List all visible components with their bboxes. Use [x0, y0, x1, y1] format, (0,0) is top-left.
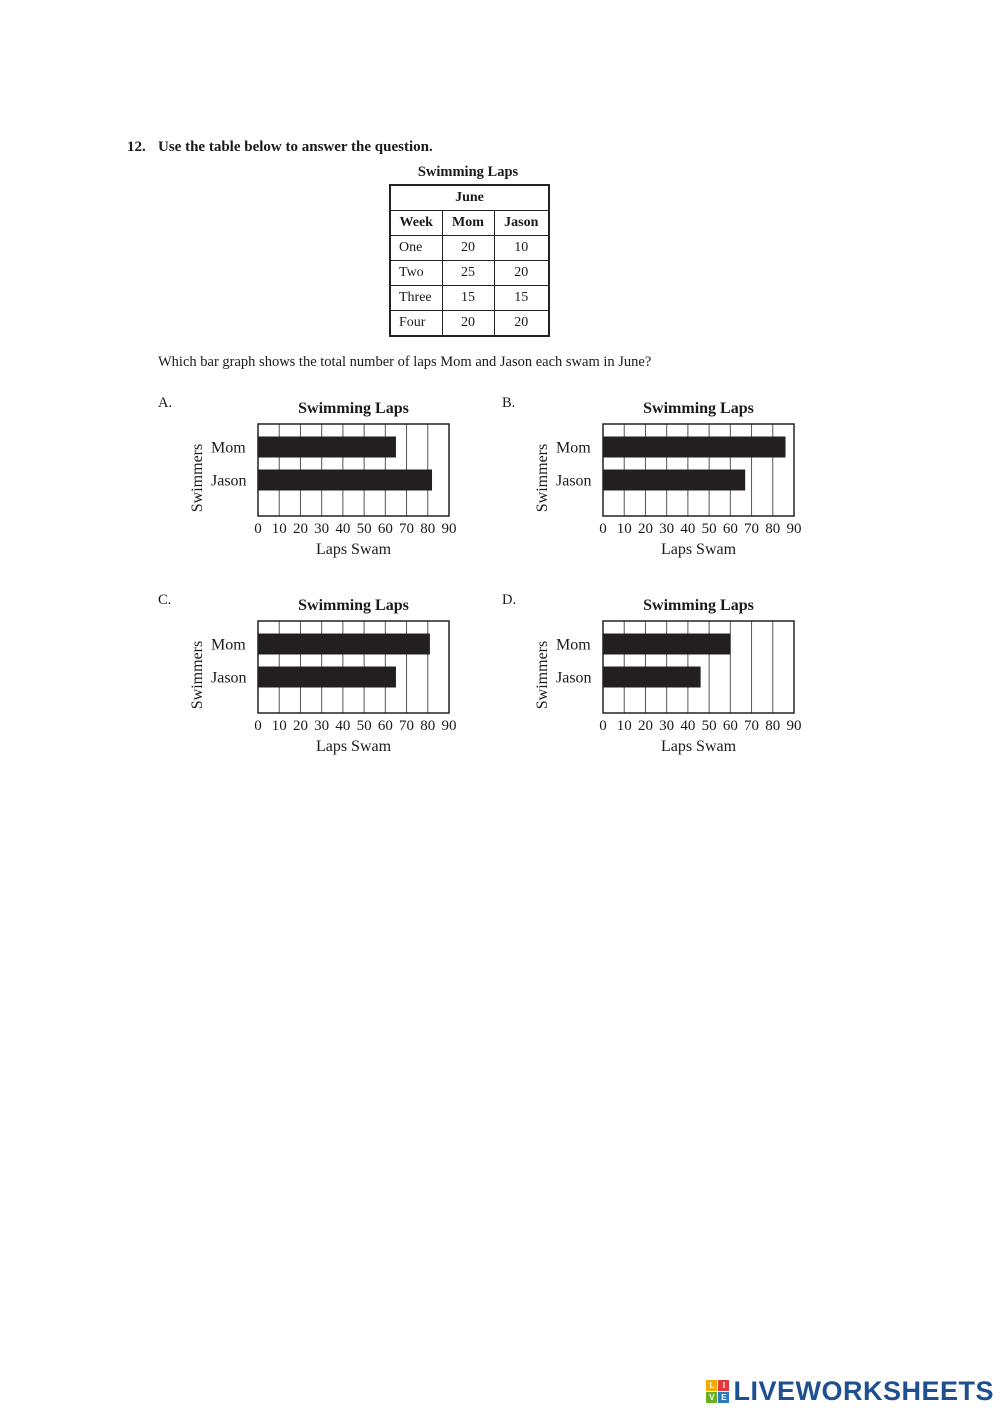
tick-label: 80	[765, 521, 781, 537]
tick-label: 0	[599, 521, 607, 537]
bar-jason	[258, 667, 396, 688]
tick-label: 50	[701, 718, 717, 734]
logo-icon	[706, 1380, 729, 1403]
tick-label: 60	[377, 521, 393, 537]
chart-title: Swimming Laps	[643, 400, 754, 417]
tick-label: 50	[356, 718, 372, 734]
bar-mom	[603, 437, 786, 458]
tick-label: 70	[744, 718, 760, 734]
tick-label: 90	[441, 718, 457, 734]
question-prompt: Use the table below to answer the question.	[158, 139, 433, 155]
cell-week: Three	[390, 286, 442, 311]
bar-mom	[603, 634, 730, 655]
header-week: Week	[390, 211, 442, 236]
category-label: Jason	[211, 669, 247, 687]
bar-mom	[258, 634, 430, 655]
tick-label: 90	[786, 718, 802, 734]
tick-label: 40	[335, 521, 351, 537]
tick-label: 0	[254, 521, 262, 537]
tick-label: 30	[314, 718, 330, 734]
cell-week: Two	[390, 261, 442, 286]
chart-title: Swimming Laps	[643, 597, 754, 614]
tick-label: 20	[637, 521, 653, 537]
logo-letter: E	[718, 1392, 729, 1403]
tick-label: 40	[680, 521, 696, 537]
cell-jason: 20	[494, 311, 549, 337]
chart-option-d[interactable]	[531, 591, 821, 756]
option-a-label[interactable]: A.	[158, 395, 173, 411]
chart-option-b[interactable]	[531, 394, 821, 559]
cell-jason: 15	[494, 286, 549, 311]
logo-letter: V	[706, 1392, 717, 1403]
x-axis-label: Laps Swam	[315, 738, 392, 755]
tick-label: 40	[680, 718, 696, 734]
tick-label: 70	[744, 521, 760, 537]
question-number: 12.	[127, 139, 146, 155]
table-header-row	[390, 211, 549, 236]
tick-label: 30	[659, 718, 675, 734]
option-d-label[interactable]: D.	[502, 592, 517, 608]
tick-label: 80	[420, 521, 436, 537]
table-row	[390, 261, 549, 286]
tick-label: 70	[399, 718, 415, 734]
tick-label: 0	[254, 718, 262, 734]
header-jason: Jason	[494, 211, 549, 236]
y-axis-label: Swimmers	[534, 443, 551, 513]
tick-label: 30	[659, 521, 675, 537]
option-b-label[interactable]: B.	[502, 395, 516, 411]
cell-week: Four	[390, 311, 442, 337]
logo-letter: L	[706, 1380, 717, 1391]
tick-label: 60	[722, 718, 738, 734]
tick-label: 10	[616, 521, 632, 537]
chart-option-c[interactable]	[186, 591, 476, 756]
chart-option-a[interactable]	[186, 394, 476, 559]
y-axis-label: Swimmers	[534, 640, 551, 710]
bar-chart	[531, 394, 821, 559]
bar-chart	[186, 591, 476, 756]
header-mom: Mom	[442, 211, 494, 236]
tick-label: 50	[356, 521, 372, 537]
bar-jason	[603, 470, 745, 491]
cell-mom: 15	[442, 286, 494, 311]
tick-label: 80	[765, 718, 781, 734]
tick-label: 10	[271, 718, 287, 734]
category-label: Mom	[556, 636, 591, 654]
table-month-row	[390, 185, 549, 211]
cell-mom: 20	[442, 236, 494, 261]
table-month: June	[390, 185, 549, 211]
tick-label: 80	[420, 718, 436, 734]
category-label: Mom	[211, 636, 246, 654]
option-c-label[interactable]: C.	[158, 592, 172, 608]
x-axis-label: Laps Swam	[660, 541, 737, 558]
tick-label: 60	[722, 521, 738, 537]
table-row	[390, 286, 549, 311]
y-axis-label: Swimmers	[189, 443, 206, 513]
cell-mom: 20	[442, 311, 494, 337]
bar-chart	[186, 394, 476, 559]
tick-label: 50	[701, 521, 717, 537]
cell-jason: 20	[494, 261, 549, 286]
y-axis-label: Swimmers	[189, 640, 206, 710]
x-axis-label: Laps Swam	[660, 738, 737, 755]
tick-label: 90	[786, 521, 802, 537]
x-axis-label: Laps Swam	[315, 541, 392, 558]
tick-label: 10	[616, 718, 632, 734]
tick-label: 70	[399, 521, 415, 537]
liveworksheets-logo	[706, 1376, 994, 1407]
swimming-laps-table	[389, 184, 550, 337]
tick-label: 60	[377, 718, 393, 734]
bar-chart	[531, 591, 821, 756]
cell-jason: 10	[494, 236, 549, 261]
category-label: Jason	[211, 472, 247, 490]
tick-label: 20	[637, 718, 653, 734]
tick-label: 20	[292, 521, 308, 537]
table-row	[390, 236, 549, 261]
tick-label: 0	[599, 718, 607, 734]
logo-letter: I	[718, 1380, 729, 1391]
category-label: Mom	[556, 439, 591, 457]
category-label: Jason	[556, 472, 592, 490]
bar-jason	[603, 667, 701, 688]
cell-week: One	[390, 236, 442, 261]
bar-mom	[258, 437, 396, 458]
chart-title: Swimming Laps	[298, 400, 409, 417]
category-label: Mom	[211, 439, 246, 457]
tick-label: 40	[335, 718, 351, 734]
category-label: Jason	[556, 669, 592, 687]
chart-title: Swimming Laps	[298, 597, 409, 614]
tick-label: 20	[292, 718, 308, 734]
tick-label: 30	[314, 521, 330, 537]
tick-label: 90	[441, 521, 457, 537]
table-title: Swimming Laps	[417, 164, 519, 180]
table-row	[390, 311, 549, 337]
tick-label: 10	[271, 521, 287, 537]
logo-text: LIVEWORKSHEETS	[733, 1376, 994, 1406]
which-question: Which bar graph shows the total number of laps Mom and Jason each swam in June?	[158, 354, 652, 370]
cell-mom: 25	[442, 261, 494, 286]
bar-jason	[258, 470, 432, 491]
